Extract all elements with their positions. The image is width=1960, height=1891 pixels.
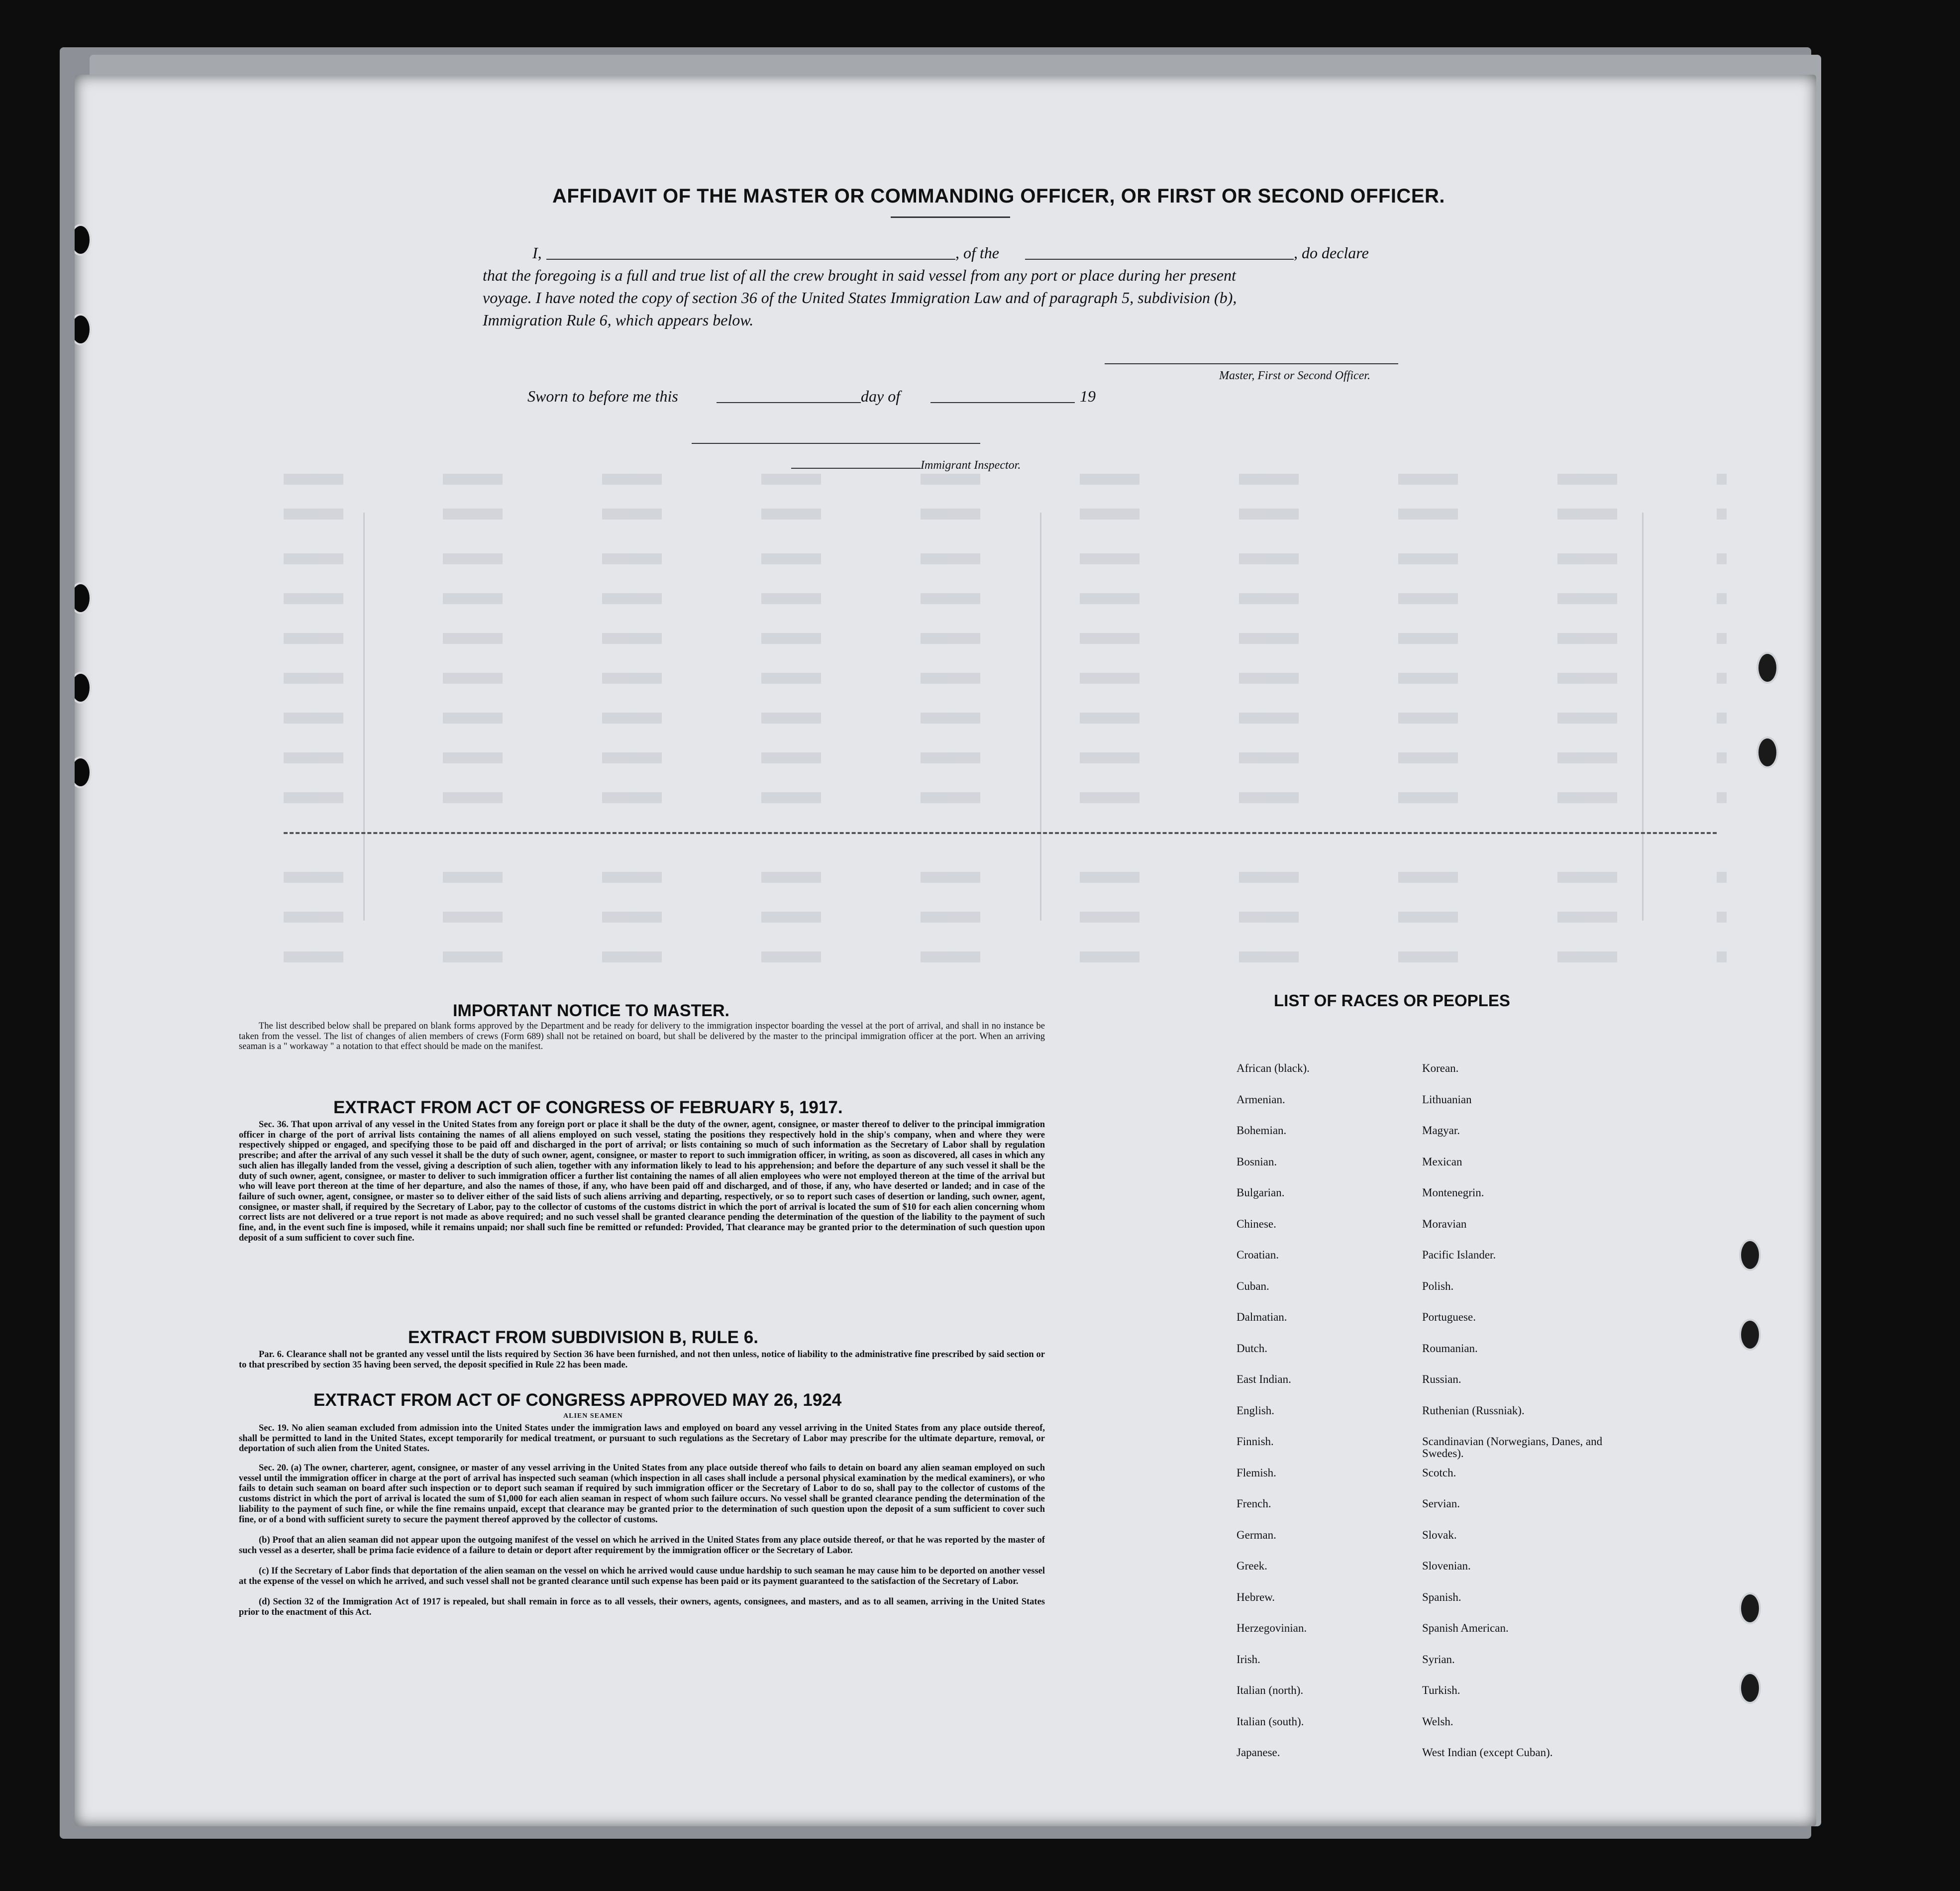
punch-hole <box>75 756 92 788</box>
race-item: English. <box>1237 1404 1275 1417</box>
race-item: Slovak. <box>1422 1528 1457 1541</box>
bleed-through-row <box>284 509 1727 520</box>
race-item: Flemish. <box>1237 1466 1276 1479</box>
race-item: Turkish. <box>1422 1684 1460 1696</box>
affidavit-line2: that the foregoing is a full and true list of all the crew brought in said vessel from any port or place during her present <box>483 266 1236 284</box>
sworn-day-label: day of <box>861 387 901 405</box>
bleed-through-row <box>284 951 1727 962</box>
race-item: Slovenian. <box>1422 1560 1471 1572</box>
affidavit-line4: Immigration Rule 6, which appears below. <box>483 311 754 329</box>
race-item: Spanish American. <box>1422 1622 1509 1634</box>
race-item: West Indian (except Cuban). <box>1422 1746 1553 1759</box>
race-item: Dutch. <box>1237 1342 1267 1355</box>
race-item: Finnish. <box>1237 1435 1274 1448</box>
punch-hole <box>75 224 92 256</box>
bleed-through-row <box>284 752 1727 763</box>
race-item: Italian (south). <box>1237 1715 1304 1728</box>
punch-hole <box>1739 1319 1761 1351</box>
bleed-through-row <box>284 553 1727 564</box>
document-page <box>75 75 1816 1826</box>
sec20c-body: (c) If the Secretary of Labor finds that deportation of the alien seaman on the vessel on which he arrived would cause undue hardship to such seaman he may cause him to be deported on another vessel at the expense of the vessel on which he arrived, and such vessel shall not be granted clearance until such expense has been paid or its payment guaranteed to the satisfaction of the Secretary of Labor. <box>239 1566 1045 1586</box>
race-item: Welsh. <box>1422 1715 1453 1728</box>
dashed-separator <box>284 832 1717 834</box>
rule6-title: EXTRACT FROM SUBDIVISION B, RULE 6. <box>408 1328 758 1347</box>
bleed-through-row <box>284 792 1727 803</box>
race-item: Greek. <box>1237 1560 1267 1572</box>
race-item: German. <box>1237 1528 1276 1541</box>
inspector-label: Immigrant Inspector. <box>921 459 1021 472</box>
bleed-through-row <box>284 713 1727 724</box>
rule6-body: Par. 6. Clearance shall not be granted any vessel until the lists required by Section 36 have been furnished, and not then unless, notice of liability to the administrative fine prescribed by said section or to that prescribed by section 35 having been served, the deposit specified in Rule 22 has been made. <box>239 1350 1045 1370</box>
race-item: Roumanian. <box>1422 1342 1478 1355</box>
race-item: Portuguese. <box>1422 1311 1476 1323</box>
bleed-through-row <box>284 872 1727 883</box>
affidavit-line3: voyage. I have noted the copy of section 36 of the United States Immigration Law and of paragraph 5, subdivision (b), <box>483 289 1237 307</box>
race-item: Spanish. <box>1422 1590 1461 1603</box>
race-item: Bohemian. <box>1237 1124 1287 1137</box>
race-item: Korean. <box>1422 1062 1459 1074</box>
race-item: Servian. <box>1422 1497 1460 1510</box>
punch-hole <box>1756 652 1778 684</box>
race-item: Armenian. <box>1237 1093 1285 1106</box>
bleed-through-row <box>284 474 1727 485</box>
races-right-column <box>1422 1062 1611 1778</box>
race-item: Montenegrin. <box>1422 1186 1484 1199</box>
affidavit-title: AFFIDAVIT OF THE MASTER OR COMMANDING OFFICER, OR FIRST OR SECOND OFFICER. <box>552 185 1445 207</box>
race-item: Mexican <box>1422 1155 1462 1168</box>
punch-hole <box>75 314 92 345</box>
sec20b-body: (b) Proof that an alien seaman did not appear upon the outgoing manifest of the vessel on which he arrived in the United States from any place outside thereof, or that he was reported by the master of such vessel as a deserter, shall be prima facie evidence of a failure to detain or deport after requirement by the immigration officer or the Secretary of Labor. <box>239 1535 1045 1556</box>
sworn-year-label: 19 <box>1080 387 1096 405</box>
race-item: Scotch. <box>1422 1466 1456 1479</box>
inspector-title-blank <box>791 468 921 469</box>
affidavit-line1-prefix: I, <box>532 244 542 262</box>
race-item: Cuban. <box>1237 1279 1269 1292</box>
extract-1917-title: EXTRACT FROM ACT OF CONGRESS OF FEBRUARY 5, 1917. <box>333 1098 843 1117</box>
bleed-through-row <box>284 673 1727 684</box>
sec20a-body: Sec. 20. (a) The owner, charterer, agent, consignee, or master of any vessel arriving in the United States from any place outside thereof who fails to detain on board any alien seaman employed on such vessel until the immigration officer in charge at the port of arrival has inspected such seaman (which inspection in all cases shall include a personal physical examination by the medical examiners), or who fails to detain such seaman on board after such inspection or to deport such seaman if required by such immigration officer or the Secretary of Labor to do so, shall pay to the collector of customs of the customs district in which the port of arrival is located the sum of $1,000 for each alien seaman in respect of whom such failure occurs. No vessel shall be granted clearance pending the determination of the liability to the payment of such fine, or while the fine remains unpaid, except that clearance may be granted prior to the determination of such question upon the deposit of a sum sufficient to cover such fine, or of a bond with sufficient surety to secure the payment thereof approved by the collector of customs. <box>239 1463 1045 1525</box>
sec19-body: Sec. 19. No alien seaman excluded from admission into the United States under the immigration laws and employed on board any vessel arriving in the United States from any place outside thereof, shall be permitted to land in the United States, except temporarily for medical treatment, or pursuant to such regulations as the Secretary of Labor may prescribe for the ultimate departure, removal, or deportation of such alien from the United States. <box>239 1423 1045 1454</box>
race-item: French. <box>1237 1497 1271 1510</box>
notice-title: IMPORTANT NOTICE TO MASTER. <box>453 1001 729 1020</box>
race-item: African (black). <box>1237 1062 1310 1074</box>
master-signature-blank[interactable] <box>1105 363 1398 364</box>
divider <box>891 216 1010 218</box>
race-item: Moravian <box>1422 1217 1467 1230</box>
race-item: Ruthenian (Russniak). <box>1422 1404 1525 1417</box>
race-item: Italian (north). <box>1237 1684 1304 1696</box>
sworn-month-blank[interactable] <box>930 402 1075 403</box>
race-item: Irish. <box>1237 1653 1260 1666</box>
punch-hole <box>1739 1239 1761 1271</box>
notice-body: The list described below shall be prepared on blank forms approved by the Department and be ready for delivery to the immigration inspector boarding the vessel at the port of arrival, and shall in no instance be taken from the vessel. The list of changes of alien members of crews (Form 689) shall not be retained on board, but shall be delivered by the master to the principal immigration officer at the port. When an arriving seaman is a " workaway " a notation to that effect should be made on the manifest. <box>239 1021 1045 1052</box>
races-title: LIST OF RACES OR PEOPLES <box>1274 991 1510 1010</box>
race-item: Scandinavian (Norwegians, Danes, and Swedes). <box>1422 1435 1603 1460</box>
race-item: Syrian. <box>1422 1653 1455 1666</box>
race-item: Bulgarian. <box>1237 1186 1285 1199</box>
race-item: Magyar. <box>1422 1124 1460 1137</box>
extract-1924-title: EXTRACT FROM ACT OF CONGRESS APPROVED MAY 26, 1924 <box>313 1390 842 1410</box>
extract-1917-body: Sec. 36. That upon arrival of any vessel in the United States from any foreign port or place it shall be the duty of the owner, agent, consignee, or master thereof to deliver to the principal immigration officer in charge of the port of arrival lists containing the names of all aliens employed on such vessel, stating the positions they respectively hold in the ship's company, when and where they were respectively shipped or engaged, and specifying those to be paid off and discharged in the port of arrival; or lists containing so much of such information as the Secretary of Labor shall by regulation prescribe; and after the arrival of any such vessel it shall be the duty of such owner, agent, consignee, or master to report to such immigration officer, in writing, as soon as discovered, all cases in which any such alien has illegally landed from the vessel, giving a description of such alien, together with any information likely to lead to his apprehension; and before the departure of any such vessel it shall be the duty of such owner, agent, consignee, or master to deliver to such immigration officer a further list containing the names of all alien employees who were not employed thereon at the time of the arrival but who will leave port thereon at the time of her departure, and also the names of those, if any, who have been paid off and discharged, and of those, if any, who have deserted or landed; and in case of the failure of such owner, agent, consignee, or master so to deliver either of the said lists of such aliens arriving and departing, respectively, or so to report such cases of desertion or landing, such owner, agent, consignee, or master shall, if required by the Secretary of Labor, pay to the collector of customs of the customs district in which the port of arrival is located the sum of $10 for each alien concerning whom correct lists are not delivered or a true report is not made as above required; and no such vessel shall be granted clearance pending the determination of the question of the liability to the payment of such fine, and, in the event such fine is imposed, while it remains unpaid; nor shall such fine be remitted or refunded: Provided, That clearance may be granted prior to the determination of such question upon deposit of a sum sufficient to cover such fine. <box>239 1120 1045 1243</box>
vessel-name-blank[interactable] <box>1025 259 1294 260</box>
race-item: Hebrew. <box>1237 1590 1275 1603</box>
master-signature-label: Master, First or Second Officer. <box>1219 369 1370 382</box>
sworn-date-blank[interactable] <box>717 402 861 403</box>
race-item: Bosnian. <box>1237 1155 1277 1168</box>
sec20d-body: (d) Section 32 of the Immigration Act of 1917 is repealed, but shall remain in force as to all vessels, their owners, agents, consignees, and masters, and as to all seamen, arriving in the United States prior to the enactment of this Act. <box>239 1597 1045 1617</box>
affidavit-line1-mid: , of the <box>955 244 999 262</box>
race-item: Herzegovinian. <box>1237 1622 1307 1634</box>
race-item: Russian. <box>1422 1373 1461 1385</box>
punch-hole <box>1756 736 1778 768</box>
race-item: Croatian. <box>1237 1249 1279 1261</box>
affidavit-line1-suffix: , do declare <box>1294 244 1369 262</box>
punch-hole <box>75 582 92 614</box>
race-item: Dalmatian. <box>1237 1311 1287 1323</box>
race-item: East Indian. <box>1237 1373 1291 1385</box>
inspector-signature-blank[interactable] <box>692 443 980 444</box>
punch-hole <box>1739 1672 1761 1704</box>
race-item: Japanese. <box>1237 1746 1280 1759</box>
race-item: Lithuanian <box>1422 1093 1472 1106</box>
races-left-column <box>1237 1062 1426 1778</box>
bleed-through-row <box>284 593 1727 604</box>
punch-hole <box>1739 1592 1761 1624</box>
alien-seamen-subtitle: ALIEN SEAMEN <box>563 1412 623 1420</box>
sworn-prefix: Sworn to before me this <box>527 387 678 405</box>
master-name-blank[interactable] <box>546 259 955 260</box>
bleed-through-row <box>284 633 1727 644</box>
bleed-through-row <box>284 912 1727 923</box>
punch-hole <box>75 672 92 704</box>
race-item: Chinese. <box>1237 1217 1276 1230</box>
race-item: Polish. <box>1422 1279 1454 1292</box>
race-item: Pacific Islander. <box>1422 1249 1496 1261</box>
